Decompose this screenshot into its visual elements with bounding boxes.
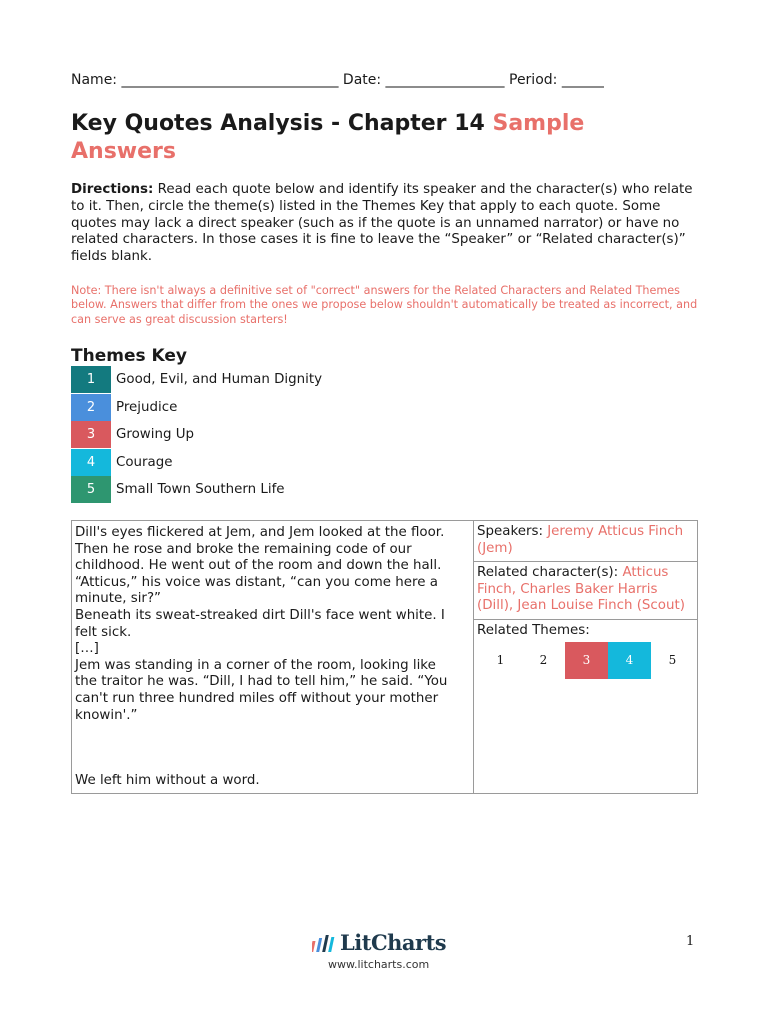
speakers-label: Speakers: — [477, 524, 548, 539]
theme-key-number: 5 — [71, 476, 111, 503]
theme-key-number: 2 — [71, 394, 111, 421]
directions-paragraph — [71, 182, 701, 266]
name-date-period-line: Name: _______________________________ Date: _________________ Period: ______ — [71, 72, 604, 88]
logo-text: LitCharts — [340, 930, 447, 955]
quote-line: Beneath its sweat-streaked dirt Dill's face went white. I — [75, 607, 445, 623]
title-main: Key Quotes Analysis - Chapter 14 — [71, 111, 493, 136]
quote-line: felt sick. — [75, 624, 132, 640]
quote-line: the traitor he was. “Dill, I had to tell him,” he said. “You — [75, 674, 448, 690]
page-title — [71, 110, 691, 166]
theme-key-number: 1 — [71, 366, 111, 393]
related-theme-box[interactable]: 3 — [565, 642, 608, 679]
related-theme-box[interactable]: 4 — [608, 642, 651, 679]
theme-key-label: Courage — [116, 454, 173, 470]
theme-key-row — [71, 366, 322, 393]
theme-key-row — [71, 394, 177, 421]
theme-key-row — [71, 449, 172, 476]
related-theme-box[interactable]: 1 — [496, 653, 505, 668]
litcharts-logo — [312, 930, 462, 974]
quote-line: Then he rose and broke the remaining code of our — [75, 541, 412, 557]
quote-line: […] — [75, 641, 99, 657]
quote-line: Dill's eyes flickered at Jem, and Jem looked at the floor. — [75, 525, 445, 540]
related-theme-box[interactable]: 5 — [668, 653, 677, 668]
quote-line: knowin'.” — [75, 707, 138, 723]
themes-key-heading: Themes Key — [71, 346, 187, 366]
theme-key-number: 3 — [71, 421, 111, 448]
speakers-cell — [474, 521, 697, 562]
related-theme-box[interactable]: 2 — [539, 653, 548, 668]
quote-last-line: We left him without a word. — [75, 773, 260, 788]
theme-key-label: Growing Up — [116, 427, 194, 443]
quote-cell — [72, 521, 474, 793]
theme-key-label: Prejudice — [116, 399, 178, 415]
theme-key-label: Small Town Southern Life — [116, 482, 285, 498]
speakers-value: Jeremy Atticus Finch (Jem) — [477, 524, 684, 556]
quote-table — [71, 520, 698, 794]
page-number: 1 — [686, 934, 695, 949]
related-characters-label: Related character(s): — [477, 565, 623, 580]
quote-line: childhood. He went out of the room and down the hall. — [75, 558, 442, 574]
theme-key-number: 4 — [71, 449, 111, 476]
quote-text — [75, 525, 470, 724]
theme-key-row — [71, 476, 285, 503]
related-characters-value: Atticus Finch, Charles Baker Harris (Dill), Jean Louise Finch (Scout) — [477, 565, 685, 614]
directions-text: Read each quote below and identify its speaker and the character(s) who relate to it. Then, circle the theme(s) listed in the Themes Key that apply to each quote. Some quotes may lack a direct speaker (such as if the quote is an unnamed narrator) or have no related characters. In those cases it is fine to leave the “Speaker” or “Related character(s)” fields blank. — [71, 182, 693, 265]
quote-line: can't run three hundred miles off without your mother — [75, 690, 439, 706]
bar-chart-logo-icon — [312, 934, 338, 952]
quote-line: Jem was standing in a corner of the room, looking like — [75, 657, 436, 673]
title-accent: Sample Answers — [71, 111, 585, 164]
theme-key-label: Good, Evil, and Human Dignity — [116, 372, 323, 387]
quote-line: “Atticus,” his voice was distant, “can you come here a — [75, 574, 438, 590]
related-characters-cell — [474, 562, 697, 620]
theme-key-row — [71, 421, 194, 448]
related-themes-label: Related Themes: — [477, 623, 590, 638]
note-paragraph: Note: There isn't always a definitive set of "correct" answers for the Related Characters and Related Themes below. Answers that differ from the ones we propose below shouldn't automatically be treated as incorrect, and can serve as great discussion starters! — [71, 284, 698, 326]
logo-url: www.litcharts.com — [328, 958, 430, 971]
related-themes-boxes — [479, 642, 694, 679]
related-themes-cell — [474, 620, 697, 793]
directions-label: Directions: — [71, 182, 154, 197]
quote-line: minute, sir?” — [75, 591, 161, 607]
